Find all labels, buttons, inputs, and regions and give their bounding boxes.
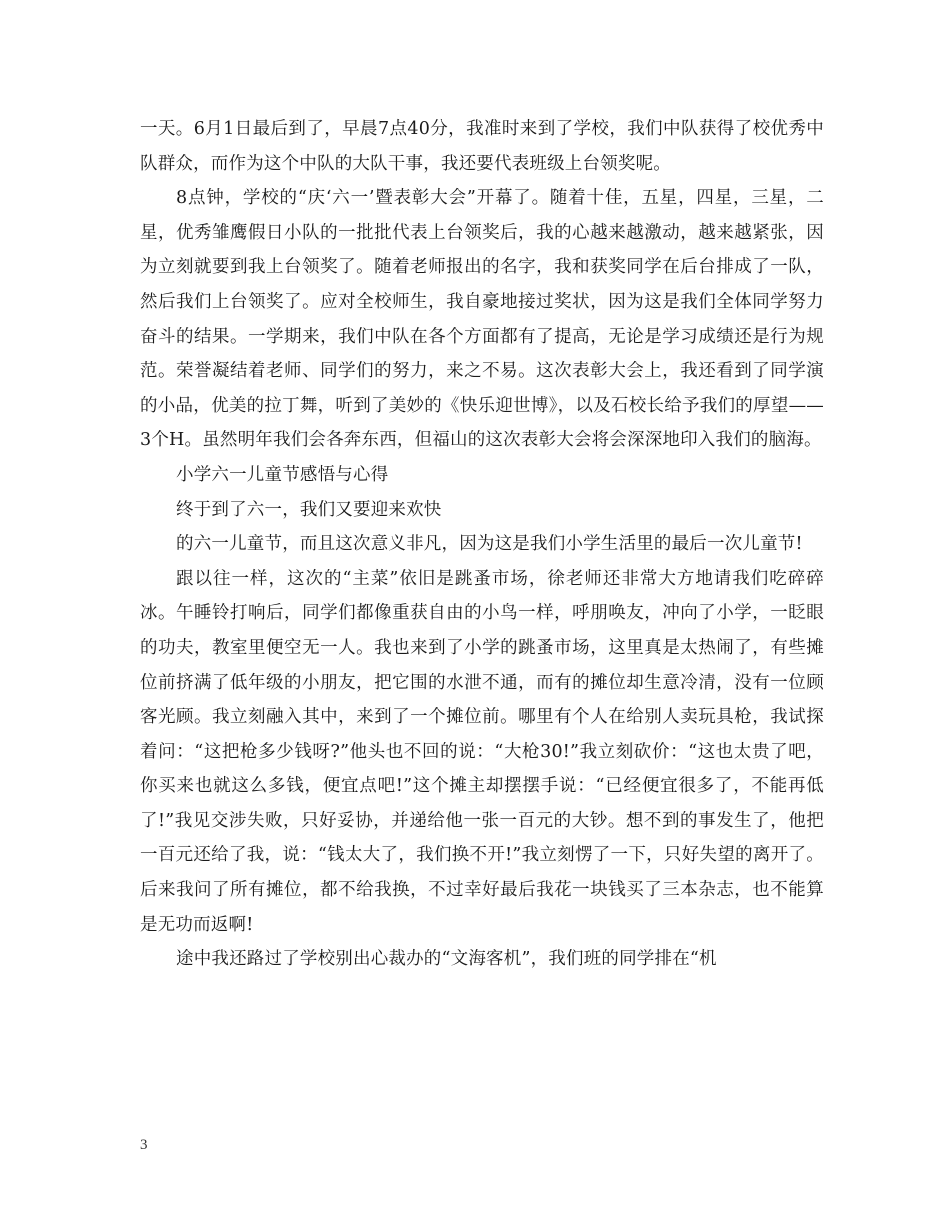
document-body: [140, 112, 824, 977]
paragraph-2: 8点钟，学校的“庆‘六一’暨表彰大会”开幕了。随着十佳，五星，四星，三星，二星，优秀雏鹰假日小队的一批批代表上台领奖后，我的心越来越激动，越来越紧张，因为立刻就要到我上台领奖了。随着老师报出的名字，我和获奖同学在后台排成了一队，然后我们上台领奖了。应对全校师生，我自豪地接过奖状，因为这是我们全体同学努力奋斗的结果。一学期来，我们中队在各个方面都有了提高，无论是学习成绩还是行为规范。荣誉凝结着老师、同学们的努力，来之不易。这次表彰大会上，我还看到了同学演的小品，优美的拉丁舞，听到了美妙的《快乐迎世博》，以及石校长给予我们的厚望——3个H。虽然明年我们会各奔东西，但福山的这次表彰大会将会深深地印入我们的脑海。: [140, 188, 824, 451]
paragraph-5: 跟以往一样，这次的“主菜”依旧是跳蚤市场，徐老师还非常大方地请我们吃碎碎冰。午睡铃打响后，同学们都像重获自由的小鸟一样，呼朋唤友，冲向了小学，一眨眼的功夫，教室里便空无一人。我也来到了小学的跳蚤市场，这里真是太热闹了，有些摊位前挤满了低年级的小朋友，把它围的水泄不通，而有的摊位却生意冷清，没有一位顾客光顾。我立刻融入其中，来到了一个摊位前。哪里有个人在给别人卖玩具枪，我试探着问：“这把枪多少钱呀?”他头也不回的说：“大枪30!”我立刻砍价：“这也太贵了吧，你买来也就这么多钱，便宜点吧!”这个摊主却摆摆手说：“已经便宜很多了，不能再低了!”我见交涉失败，只好妥协，并递给他一张一百元的大钞。想不到的事发生了，他把一百元还给了我，说：“钱太大了，我们换不开!”我立刻愣了一下，只好失望的离开了。后来我问了所有摊位，都不给我换，不过幸好最后我花一块钱买了三本杂志，也不能算是无功而返啊!: [140, 568, 824, 935]
page-number: 3: [140, 1137, 148, 1153]
paragraph-6: 途中我还路过了学校别出心裁办的“文海客机”，我们班的同学排在“机: [176, 949, 717, 970]
paragraph-3: 终于到了六一，我们又要迎来欢快: [176, 499, 442, 520]
paragraph-4: 的六一儿童节，而且这次意义非凡，因为这是我们小学生活里的最后一次儿童节!: [176, 534, 803, 555]
section-heading: 小学六一儿童节感悟与心得: [176, 464, 389, 485]
paragraph-1: 一天。6月1日最后到了，早晨7点40分，我准时来到了学校，我们中队获得了校优秀中队群众，而作为这个中队的大队干事，我还要代表班级上台领奖呢。: [140, 119, 824, 174]
